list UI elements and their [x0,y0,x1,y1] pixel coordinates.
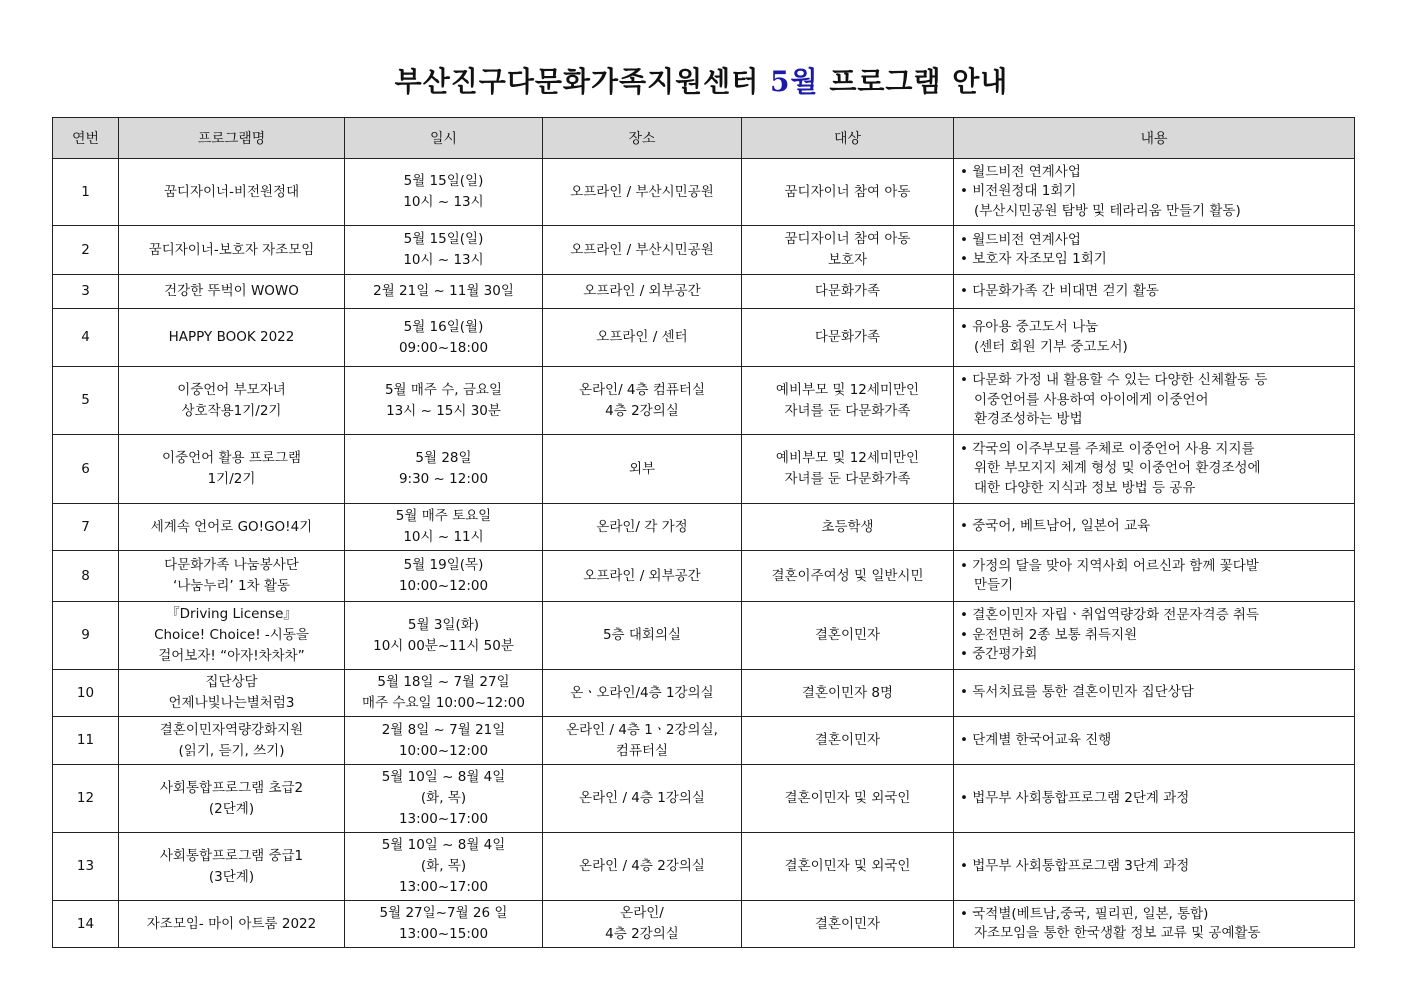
cell-line: 5층 대회의실 [602,627,682,643]
header-name: 프로그램명 [119,118,345,159]
program-description [954,159,1355,226]
program-name [119,602,345,670]
program-description [954,275,1355,309]
bullet-continuation [960,479,1350,499]
header-target: 대상 [742,118,954,159]
cell-line: 결혼이민자 [814,732,881,748]
program-place [543,504,742,551]
program-place [543,435,742,504]
program-target [742,159,954,226]
cell-line: 10시 ~ 13시 [403,194,484,210]
program-place [543,833,742,901]
cell-line: 5월 15일(일) [403,173,484,189]
bullet-icon: • [960,440,973,457]
cell-line: 온ㆍ오라인/4층 1강의실 [570,684,714,701]
bullet-icon: • [960,684,973,701]
bullet-icon: • [960,183,973,200]
cell-line: 온라인/ 각 가정 [596,518,688,535]
cell-line: 사회통합프로그램 초급2 [159,779,304,796]
cell-line: 매주 수요일 10:00~12:00 [362,695,525,711]
program-name [119,159,345,226]
cell-line: 온라인 / 4층 1강의실 [579,790,705,806]
program-description [954,226,1355,275]
bullet-item [960,557,1350,577]
cell-line: 결혼이민자 및 외국인 [784,790,911,806]
program-name [119,309,345,367]
row-number: 6 [53,435,119,504]
cell-line: 다문화가족 [814,329,881,345]
cell-line: 9:30 ~ 12:00 [398,471,489,487]
program-target [742,717,954,765]
bullet-item [960,182,1350,202]
table-body [53,159,1355,948]
cell-line: 오프라인 / 센터 [596,329,688,345]
bullet-text: 월드비전 연계사업 [972,231,1081,248]
cell-line: 13:00~17:00 [398,811,489,827]
bullet-item [960,163,1350,183]
bullet-text: 중국어, 베트남어, 일본어 교육 [972,518,1151,535]
program-description [954,670,1355,717]
header-desc: 내용 [954,118,1355,159]
program-place [543,765,742,833]
cell-line: 1기/2기 [207,471,256,487]
cell-line: 예비부모 및 12세미만인 [775,450,920,466]
bullet-icon: • [960,857,973,874]
cell-line: 5월 19일(목) [403,557,484,573]
cell-line: 자녀를 둔 다문화가족 [784,402,911,419]
program-target [742,833,954,901]
row-number: 12 [53,765,119,833]
cell-line: 예비부모 및 12세미만인 [775,381,920,398]
cell-line: 4층 2강의실 [605,926,679,942]
bullet-icon: • [960,626,973,643]
program-place [543,275,742,309]
program-date [345,367,543,435]
program-place [543,367,742,435]
cell-line: 13:00~17:00 [398,879,489,895]
bullet-continuation [960,576,1350,596]
bullet-text: (센터 회원 기부 중고도서) [974,338,1128,355]
bullet-item [960,857,1350,877]
program-date [345,504,543,551]
program-date [345,833,543,901]
cell-line: 결혼이민자 및 외국인 [784,858,911,874]
bullet-icon: • [960,231,973,248]
cell-line: 10시 00분~11시 50분 [373,637,514,654]
cell-line: 이중언어 활용 프로그램 [162,450,301,466]
bullet-item [960,731,1350,751]
cell-line: 꿈디자이너-비전원정대 [163,183,300,200]
title-main: 부산진구다문화가족지원센터 [394,65,760,98]
bullet-item [960,789,1350,809]
program-target [742,226,954,275]
bullet-item [960,231,1350,251]
program-name [119,504,345,551]
cell-line: 5월 27일~7월 26 일 [379,905,508,921]
bullet-text: 보호자 자조모임 1회기 [972,251,1107,267]
table-row [53,504,1355,551]
cell-line: 4층 2강의실 [605,402,679,419]
table-row [53,765,1355,833]
cell-line: 다문화가족 나눔봉사단 [164,557,299,573]
program-name [119,551,345,602]
cell-line: 5월 10일 ~ 8월 4일 [381,769,506,785]
cell-line: 5월 18일 ~ 7월 27일 [377,674,510,690]
program-table [52,117,1355,948]
cell-line: 『Driving License』 [166,606,297,622]
bullet-text: 대한 다양한 지식과 정보 방법 등 공유 [974,479,1196,496]
bullet-item [960,626,1350,646]
program-description [954,367,1355,435]
program-name [119,367,345,435]
program-date [345,309,543,367]
program-target [742,901,954,948]
program-place [543,717,742,765]
program-target [742,309,954,367]
program-name [119,717,345,765]
program-description [954,435,1355,504]
title-tail: 프로그램 안내 [829,65,1009,98]
bullet-icon: • [960,251,973,267]
bullet-text: 운전면허 2종 보통 취득지원 [972,626,1138,643]
bullet-icon: • [960,557,973,574]
program-date [345,226,543,275]
bullet-text: 독서치료를 통한 결혼이민자 집단상담 [972,684,1194,701]
table-header-row [53,118,1355,159]
cell-line: 사회통합프로그램 중급1 [159,847,304,864]
program-description [954,551,1355,602]
bullet-text: 환경조성하는 방법 [974,411,1083,428]
cell-line: 온라인 / 4층 1ㆍ2강의실, [566,721,718,738]
row-number: 10 [53,670,119,717]
cell-line: 언제나빛나는별처럼3 [168,695,295,711]
bullet-text: 유아용 중고도서 나눔 [972,319,1099,335]
bullet-text: 위한 부모지지 체계 형성 및 이중언어 환경조성에 [974,460,1261,477]
bullet-text: 법무부 사회통합프로그램 2단계 과정 [972,789,1190,806]
bullet-icon: • [960,789,973,806]
row-number: 5 [53,367,119,435]
bullet-item [960,440,1350,460]
cell-line: (읽기, 듣기, 쓰기) [178,742,285,759]
cell-line: 13시 ~ 15시 30분 [386,402,501,419]
cell-line: 결혼이민자 8명 [801,684,894,701]
row-number: 4 [53,309,119,367]
bullet-item [960,905,1350,925]
program-date [345,602,543,670]
cell-line: (2단계) [208,800,255,817]
table-row [53,367,1355,435]
cell-line: 오프라인 / 외부공간 [583,283,701,299]
program-date [345,275,543,309]
title-month: 5월 [770,65,819,98]
cell-line: 결혼이주여성 및 일반시민 [771,567,924,584]
bullet-item [960,645,1350,665]
row-number: 13 [53,833,119,901]
table-row [53,602,1355,670]
program-name [119,765,345,833]
table-row [53,717,1355,765]
bullet-continuation [960,459,1350,479]
bullet-continuation [960,202,1350,222]
program-description [954,717,1355,765]
program-description [954,833,1355,901]
table-row [53,833,1355,901]
program-place [543,602,742,670]
bullet-text: 자조모임을 통한 한국생활 정보 교류 및 공예활동 [974,925,1261,941]
cell-line: 5월 10일 ~ 8월 4일 [381,837,506,853]
cell-line: 다문화가족 [814,283,881,299]
bullet-icon: • [960,518,973,535]
cell-line: 꿈디자이너 참여 아동 [784,231,911,247]
table-row [53,670,1355,717]
bullet-text: 결혼이민자 자립ㆍ취업역량강화 전문자격증 취득 [972,607,1259,624]
bullet-item [960,282,1350,302]
row-number: 9 [53,602,119,670]
cell-line: 자녀를 둔 다문화가족 [784,471,911,487]
bullet-item [960,371,1350,391]
bullet-text: 만들기 [974,577,1014,593]
bullet-text: 단계별 한국어교육 진행 [972,731,1112,748]
program-target [742,275,954,309]
program-date [345,717,543,765]
program-name [119,435,345,504]
program-date [345,435,543,504]
program-place [543,551,742,602]
program-name [119,901,345,948]
bullet-text: 다문화 가정 내 활용할 수 있는 다양한 신체활동 등 [972,372,1268,389]
cell-line: 오프라인 / 외부공간 [583,567,701,584]
cell-line: (3단계) [208,868,255,885]
cell-line: 10:00~12:00 [398,742,489,759]
cell-line: 오프라인 / 부산시민공원 [570,241,714,258]
bullet-item [960,606,1350,626]
program-place [543,901,742,948]
cell-line: 건강한 뚜벅이 WOWO [164,283,299,299]
program-target [742,602,954,670]
cell-line: 5월 매주 수, 금요일 [384,381,503,398]
cell-line: 5월 매주 토요일 [395,508,492,524]
bullet-icon: • [960,319,973,335]
cell-line: 온라인/ 4층 컴퓨터실 [578,381,706,398]
bullet-icon: • [960,163,973,180]
cell-line: 이중언어 부모자녀 [177,381,286,398]
cell-line: 10:00~12:00 [398,578,489,594]
cell-line: 10시 ~ 13시 [403,252,484,268]
program-name [119,275,345,309]
cell-line: 보호자 [827,252,868,268]
cell-line: 꿈디자이너 참여 아동 [784,183,911,200]
program-place [543,226,742,275]
bullet-text: 국적별(베트남,중국, 필리핀, 일본, 통합) [972,905,1209,922]
row-number: 7 [53,504,119,551]
cell-line: 꿈디자이너-보호자 자조모임 [148,241,315,258]
cell-line: 상호작용1기/2기 [181,402,282,419]
cell-line: 집단상담 [205,674,258,690]
cell-line: 결혼이민자 [814,627,881,643]
header-place: 장소 [543,118,742,159]
program-place [543,159,742,226]
bullet-icon: • [960,607,973,624]
row-number: 3 [53,275,119,309]
cell-line: 걸어보자! “아자!차차차” [158,648,305,664]
bullet-icon: • [960,905,973,922]
cell-line: 10시 ~ 11시 [403,529,484,545]
table-row [53,275,1355,309]
cell-line: Choice! Choice! -시동을 [154,627,309,643]
program-description [954,504,1355,551]
program-date [345,551,543,602]
program-description [954,309,1355,367]
table-row [53,309,1355,367]
header-date: 일시 [345,118,543,159]
bullet-icon: • [960,646,973,663]
bullet-continuation [960,410,1350,430]
bullet-text: 중간평가회 [972,646,1038,663]
cell-line: (화, 목) [420,790,467,806]
cell-line: 컴퓨터실 [615,742,669,759]
table-row [53,159,1355,226]
cell-line: 5월 16일(월) [403,318,484,335]
program-name [119,833,345,901]
table-row [53,226,1355,275]
bullet-text: 이중언어를 사용하여 아이에게 이중언어 [974,391,1209,408]
table-row [53,435,1355,504]
program-target [742,367,954,435]
bullet-icon: • [960,372,973,389]
cell-line: ‘나눔누리’ 1차 활동 [172,578,291,594]
cell-line: 5월 3일(화) [407,616,480,633]
bullet-item [960,318,1350,338]
cell-line: 오프라인 / 부산시민공원 [570,183,714,200]
bullet-text: 월드비전 연계사업 [972,163,1081,180]
program-date [345,901,543,948]
program-place [543,309,742,367]
program-target [742,435,954,504]
row-number: 14 [53,901,119,948]
table-row [53,901,1355,948]
program-date [345,159,543,226]
cell-line: HAPPY BOOK 2022 [168,329,295,345]
row-number: 11 [53,717,119,765]
row-number: 8 [53,551,119,602]
program-target [742,765,954,833]
bullet-continuation [960,391,1350,411]
cell-line: 초등학생 [821,518,874,535]
program-date [345,765,543,833]
program-description [954,765,1355,833]
bullet-text: 법무부 사회통합프로그램 3단계 과정 [972,857,1190,874]
bullet-text: 가정의 달을 맞아 지역사회 어르신과 함께 꽃다발 [972,557,1259,574]
program-target [742,670,954,717]
program-date [345,670,543,717]
program-name [119,670,345,717]
cell-line: 외부 [628,460,656,477]
bullet-continuation [960,338,1350,358]
program-description [954,901,1355,948]
page-title [0,60,1403,100]
row-number: 2 [53,226,119,275]
cell-line: 2월 21일 ~ 11월 30일 [373,283,514,299]
bullet-item [960,517,1350,537]
header-no: 연번 [53,118,119,159]
cell-line: 온라인/ [620,905,664,921]
bullet-item [960,683,1350,703]
cell-line: 13:00~15:00 [398,926,489,942]
bullet-icon: • [960,282,973,299]
bullet-text: 비전원정대 1회기 [972,183,1077,200]
bullet-text: 다문화가족 간 비대면 걷기 활동 [972,282,1159,299]
program-target [742,551,954,602]
cell-line: 결혼이민자역량강화지원 [159,721,304,738]
program-target [742,504,954,551]
program-description [954,602,1355,670]
cell-line: 온라인 / 4층 2강의실 [579,858,705,874]
program-place [543,670,742,717]
bullet-text: (부산시민공원 탐방 및 테라리움 만들기 활동) [974,202,1241,219]
cell-line: 세계속 언어로 GO!GO!4기 [150,518,313,535]
bullet-item [960,250,1350,270]
bullet-icon: • [960,731,973,748]
cell-line: 09:00~18:00 [398,339,489,356]
bullet-continuation [960,924,1350,944]
cell-line: 자조모임- 마이 아트룸 2022 [146,915,317,932]
cell-line: 결혼이민자 [814,915,881,932]
cell-line: 2월 8일 ~ 7월 21일 [381,721,506,738]
program-name [119,226,345,275]
cell-line: (화, 목) [420,858,467,874]
bullet-text: 각국의 이주부모를 주체로 이중언어 사용 지지를 [972,440,1255,457]
cell-line: 5월 15일(일) [403,231,484,247]
table-row [53,551,1355,602]
row-number: 1 [53,159,119,226]
cell-line: 5월 28일 [415,450,472,466]
